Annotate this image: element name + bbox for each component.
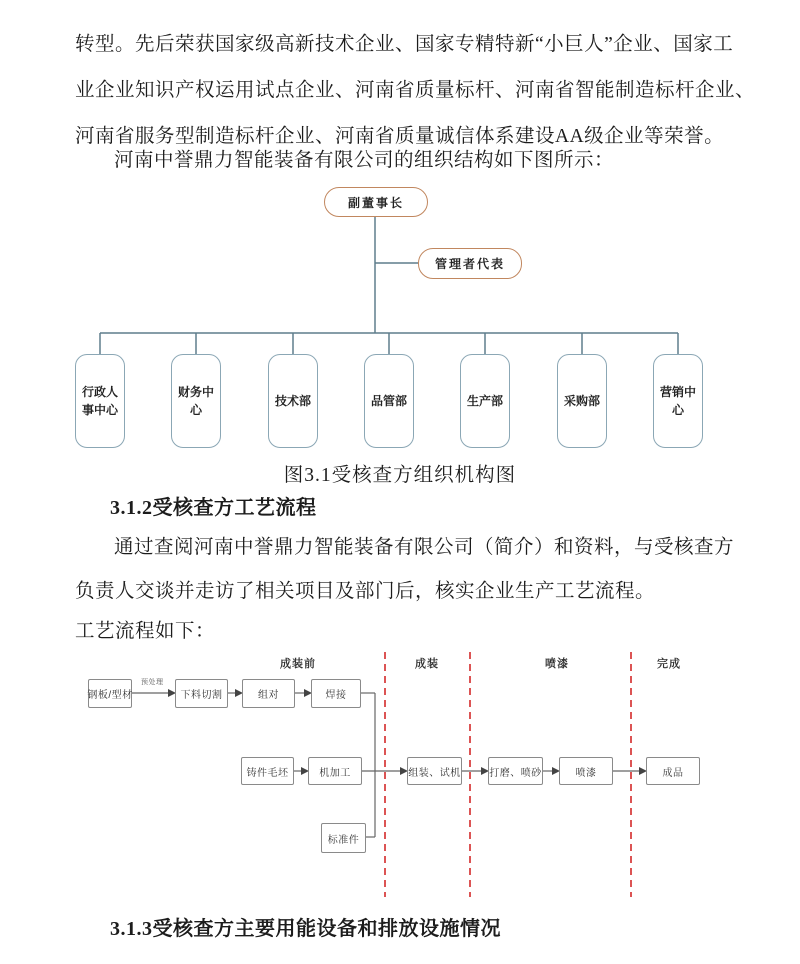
flow-box-machining: 机加工 xyxy=(308,757,362,785)
paragraph-line: 通过查阅河南中誉鼎力智能装备有限公司（简介）和资料，与受核查方 xyxy=(114,537,735,558)
paragraph-line: 转型。先后荣获国家级高新技术企业、国家专精特新“小巨人”企业、国家工 xyxy=(75,34,734,55)
org-dept-box: 行政人事中心 xyxy=(75,354,125,448)
paragraph-line: 业企业知识产权运用试点企业、河南省质量标杆、河南省智能制造标杆企业、 xyxy=(75,80,756,101)
org-box-management-representative: 管理者代表 xyxy=(418,248,522,279)
figure-caption: 图3.1受核查方组织机构图 xyxy=(283,465,517,486)
flow-box-welding: 焊接 xyxy=(311,679,361,708)
flow-stage-label: 成装前 xyxy=(280,658,316,670)
flow-box-assembly-test: 组装、试机 xyxy=(407,757,462,785)
flow-box-pairing: 组对 xyxy=(242,679,295,708)
flow-stage-label: 喷漆 xyxy=(545,658,569,670)
flow-box-grind-sandblast: 打磨、喷砂 xyxy=(488,757,543,785)
paragraph-line: 河南省服务型制造标杆企业、河南省质量诚信体系建设AA级企业等荣誉。 xyxy=(75,126,725,147)
flow-box-steel-plate: 钢板/型材 xyxy=(88,679,132,708)
flow-stage-label: 完成 xyxy=(657,658,681,670)
org-dept-box: 生产部 xyxy=(460,354,510,448)
paragraph-line: 工艺流程如下： xyxy=(75,621,216,642)
org-dept-box: 财务中心 xyxy=(171,354,221,448)
paragraph-line: 河南中誉鼎力智能装备有限公司的组织结构如下图所示： xyxy=(114,150,615,171)
org-box-vice-chairman: 副董事长 xyxy=(324,187,428,217)
paragraph-line: 负责人交谈并走访了相关项目及部门后，核实企业生产工艺流程。 xyxy=(75,581,656,602)
flow-box-cutting: 下料切割 xyxy=(175,679,228,708)
flow-box-standard-parts: 标准件 xyxy=(321,823,366,853)
section-heading-313: 3.1.3受核查方主要用能设备和排放设施情况 xyxy=(110,918,501,940)
org-dept-box: 技术部 xyxy=(268,354,318,448)
org-dept-box: 采购部 xyxy=(557,354,607,448)
flow-box-finished-product: 成品 xyxy=(646,757,700,785)
flow-box-painting: 喷漆 xyxy=(559,757,613,785)
flow-stage-label: 成装 xyxy=(415,658,439,670)
flow-arrow-label: 预处理 xyxy=(141,679,164,686)
flow-box-casting-blank: 铸件毛坯 xyxy=(241,757,294,785)
org-dept-box: 营销中心 xyxy=(653,354,703,448)
org-dept-box: 品管部 xyxy=(364,354,414,448)
section-heading-312: 3.1.2受核查方工艺流程 xyxy=(110,497,317,519)
